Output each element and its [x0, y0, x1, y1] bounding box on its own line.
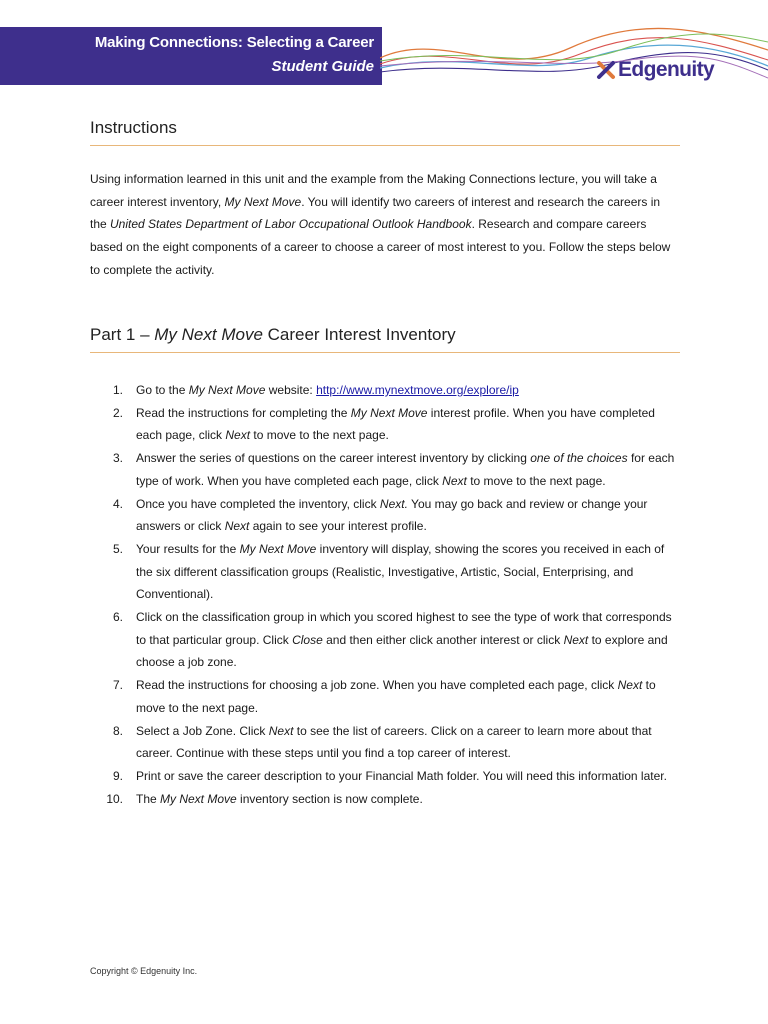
step-number: 7. — [112, 678, 123, 693]
header-banner — [0, 27, 382, 85]
text-run: . You will identify two careers of interest and research the careers in the — [90, 194, 661, 232]
edgenuity-x-icon — [596, 60, 616, 80]
part1-heading-prefix: Part 1 – — [90, 325, 155, 344]
italic-text: My Next Move — [239, 541, 317, 556]
italic-text: Next — [617, 678, 643, 693]
step-item — [90, 379, 682, 402]
step-item — [90, 606, 682, 674]
italic-text: Next — [442, 473, 467, 488]
text-run: to move to the next page. — [136, 678, 656, 715]
step-number: 2. — [112, 405, 123, 420]
step-number: 9. — [112, 768, 123, 783]
italic-text: United States Department of Labor Occupational Outlook Handbook — [110, 217, 472, 232]
logo-text: Edgenuity — [618, 58, 715, 81]
text-run: and then either click another interest or click — [322, 632, 564, 647]
text-run: website: — [265, 383, 317, 397]
part1-heading-suffix: Career Interest Inventory — [262, 325, 456, 344]
step-item — [90, 493, 682, 538]
document-subtitle: Student Guide — [271, 58, 374, 75]
text-run: Select a Job Zone. Click — [136, 723, 269, 738]
text-run: for each type of work. When you have completed each page, click — [136, 451, 675, 488]
italic-text: Close — [292, 632, 323, 647]
italic-text: Next — [563, 632, 589, 647]
text-run: to move to the next page. — [466, 473, 606, 488]
text-run: Once you have completed the inventory, click — [136, 496, 380, 511]
text-run: You may go back and review or change your answers or click — [136, 496, 648, 534]
text-run: The — [136, 791, 161, 806]
edgenuity-logo — [596, 56, 714, 84]
text-run: to see the list of careers. Click on a career to learn more about that career. Continue with these steps until you find a top career of interest. — [136, 723, 652, 761]
italic-text: Next — [225, 428, 251, 443]
italic-text: Next — [224, 519, 250, 534]
text-run: interest profile. When you have completed each page, click — [136, 405, 655, 443]
text-run: Go to the — [136, 383, 189, 397]
step-item — [90, 402, 682, 447]
text-run: inventory will display, showing the scores you received in each of the six different classification groups (Realistic, Investigative, Artistic, Social, Enterprising, and Conventional). — [136, 541, 665, 602]
text-run: . Research and compare careers based on the eight components of a career to choose a career of most interest to you. Follow the steps below to complete the activity. — [90, 217, 671, 277]
text-run: Using information learned in this unit and the example from the Making Connections lecture, you will take a career interest inventory, — [90, 172, 657, 209]
step-item — [90, 538, 682, 606]
step-number: 5. — [112, 541, 123, 556]
step-item — [90, 720, 682, 765]
part1-steps-list — [90, 379, 682, 810]
step-item — [90, 674, 682, 719]
text-run: inventory section is now complete. — [236, 791, 423, 806]
copyright-footer: Copyright © Edgenuity Inc. — [90, 966, 198, 976]
text-run: Print or save the career description to your Financial Math folder. You will need this information later. — [136, 768, 667, 783]
text-run: Read the instructions for completing the — [136, 405, 351, 420]
text-run: Read the instructions for choosing a job zone. When you have completed each page, click — [136, 678, 618, 693]
part1-heading-italic: My Next Move — [154, 325, 263, 344]
step-number: 3. — [112, 451, 123, 466]
step-number: 4. — [112, 496, 123, 511]
step-item — [90, 765, 682, 788]
instructions-heading: Instructions — [90, 118, 680, 146]
text-run: Answer the series of questions on the career interest inventory by clicking — [136, 451, 531, 466]
text-run: to move to the next page. — [250, 428, 389, 443]
italic-text: My Next Move — [160, 791, 237, 806]
italic-text: My Next Move — [224, 194, 302, 209]
italic-text: My Next Move — [350, 405, 428, 420]
instructions-paragraph — [90, 168, 680, 282]
italic-text: Next. — [379, 496, 408, 511]
italic-text: My Next Move — [188, 383, 266, 397]
step-number: 8. — [112, 723, 123, 738]
step-number: 6. — [112, 610, 123, 625]
document-title: Making Connections: Selecting a Career — [94, 34, 374, 51]
step-number: 1. — [112, 383, 123, 397]
text-run: again to see your interest profile. — [249, 519, 427, 534]
part1-heading — [90, 325, 680, 353]
my-next-move-link[interactable]: http://www.mynextmove.org/explore/ip — [316, 383, 519, 397]
text-run: Click on the classification group in which you scored highest to see the type of work that corresponds to that particular group. Click — [136, 610, 672, 647]
text-run: to explore and choose a job zone. — [136, 632, 668, 670]
step-item — [90, 788, 682, 811]
italic-text: Next — [268, 723, 294, 738]
step-number: 10. — [106, 791, 123, 806]
italic-text: one of the choices — [530, 451, 628, 466]
text-run: Your results for the — [136, 541, 240, 556]
step-item — [90, 447, 682, 492]
